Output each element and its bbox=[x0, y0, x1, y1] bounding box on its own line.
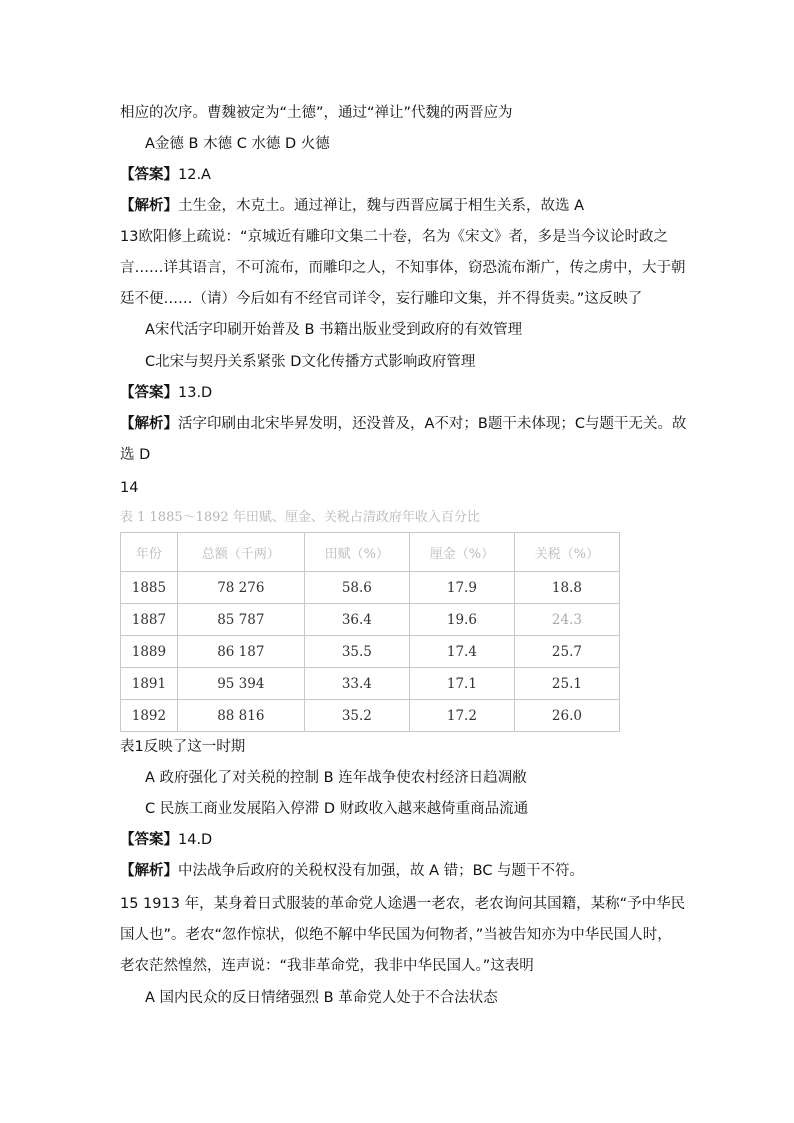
table-cell: 19.6 bbox=[409, 604, 514, 636]
table-cell: 1887 bbox=[121, 604, 178, 636]
table-cell: 1891 bbox=[121, 668, 178, 700]
q13-options-line-2: C北宋与契丹关系紧张 D文化传播方式影响政府管理 bbox=[145, 354, 476, 370]
table-cell: 25.1 bbox=[514, 668, 619, 700]
analysis-label: 【解析】 bbox=[120, 863, 178, 879]
q12-analysis bbox=[120, 196, 584, 216]
answer-label: 【答案】 bbox=[120, 167, 178, 183]
table-cell: 33.4 bbox=[304, 668, 409, 700]
table-row bbox=[121, 668, 620, 700]
table-cell: 88 816 bbox=[177, 700, 304, 732]
q12-stem-end: 相应的次序。曹魏被定为“土德”，通过“禅让”代魏的两晋应为 bbox=[120, 105, 513, 121]
q14-stem: 表1反映了这一时期 bbox=[120, 739, 246, 755]
q14-analysis bbox=[120, 861, 584, 881]
q14-number: 14 bbox=[120, 480, 139, 496]
table-cell: 1885 bbox=[121, 572, 178, 604]
q14-options-line-1: A 政府强化了对关税的控制 B 连年战争使农村经济日趋凋敝 bbox=[145, 770, 527, 786]
q13-stem-line-1: 13欧阳修上疏说：“京城近有雕印文集二十卷，名为《宋文》者，多是当今议论时政之 bbox=[120, 229, 668, 245]
header-cell: 田赋（%） bbox=[304, 533, 409, 572]
header-cell: 关税（%） bbox=[514, 533, 619, 572]
table-row bbox=[121, 636, 620, 668]
q15-options-line-1: A 国内民众的反日情绪强烈 B 革命党人处于不合法状态 bbox=[145, 990, 498, 1006]
answer-value: 14.D bbox=[178, 832, 213, 848]
table-cell: 26.0 bbox=[514, 700, 619, 732]
header-cell: 总额（千两） bbox=[177, 533, 304, 572]
q15-stem-line-3: 老农茫然惶然，连声说：“我非革命党，我非中华民国人。”这表明 bbox=[120, 958, 534, 974]
table-cell: 36.4 bbox=[304, 604, 409, 636]
header-cell: 年份 bbox=[121, 533, 178, 572]
table-cell: 17.9 bbox=[409, 572, 514, 604]
analysis-label: 【解析】 bbox=[120, 416, 178, 432]
table-cell: 25.7 bbox=[514, 636, 619, 668]
q13-stem-line-3: 廷不便……（请）今后如有不经官司详令，妄行雕印文集，并不得货卖。”这反映了 bbox=[120, 291, 643, 307]
answer-value: 12.A bbox=[178, 167, 211, 183]
table-cell: 1892 bbox=[121, 700, 178, 732]
q15-stem-line-2: 国人也”。老农“忽作惊状，似绝不解中华民国为何物者，”当被告知亦为中华民国人时， bbox=[120, 927, 672, 943]
table-row bbox=[121, 604, 620, 636]
q13-options-line-1: A宋代活字印刷开始普及 B 书籍出版业受到政府的有效管理 bbox=[145, 322, 523, 338]
table-cell: 86 187 bbox=[177, 636, 304, 668]
q13-answer bbox=[120, 383, 212, 403]
q12-options: A金德 B 木德 C 水德 D 火德 bbox=[145, 136, 330, 152]
q14-options-line-2: C 民族工商业发展陷入停滞 D 财政收入越来越倚重商品流通 bbox=[145, 801, 529, 817]
table-cell: 1889 bbox=[121, 636, 178, 668]
answer-value: 13.D bbox=[178, 385, 213, 401]
analysis-label: 【解析】 bbox=[120, 198, 178, 214]
q15-stem-line-1: 15 1913 年，某身着日式服装的革命党人途遇一老农，老农询问其国籍，某称“予中华民 bbox=[120, 896, 686, 912]
table-cell: 35.5 bbox=[304, 636, 409, 668]
table-cell: 35.2 bbox=[304, 700, 409, 732]
analysis-text: 中法战争后政府的关税权没有加强，故 A 错；BC 与题干不符。 bbox=[178, 863, 585, 879]
table-caption: 表 1 1885～1892 年田赋、厘金、关税占清政府年收入百分比 bbox=[120, 510, 480, 525]
table-cell: 85 787 bbox=[177, 604, 304, 636]
table-cell: 78 276 bbox=[177, 572, 304, 604]
table-cell: 24.3 bbox=[514, 604, 619, 636]
table-cell: 18.8 bbox=[514, 572, 619, 604]
q12-answer bbox=[120, 165, 211, 185]
analysis-text: 活字印刷由北宋毕昇发明，还没普及，A不对；B题干未体现；C与题干无关。故 bbox=[178, 416, 687, 432]
table-row bbox=[121, 572, 620, 604]
q13-analysis-line-2: 选 D bbox=[120, 447, 151, 463]
analysis-text: 土生金，木克土。通过禅让，魏与西晋应属于相生关系，故选 A bbox=[178, 198, 585, 214]
header-cell: 厘金（%） bbox=[409, 533, 514, 572]
answer-label: 【答案】 bbox=[120, 385, 178, 401]
q14-answer bbox=[120, 830, 212, 850]
table-cell: 17.4 bbox=[409, 636, 514, 668]
table-cell: 58.6 bbox=[304, 572, 409, 604]
q13-analysis-line-1 bbox=[120, 414, 687, 434]
table-row bbox=[121, 700, 620, 732]
answer-label: 【答案】 bbox=[120, 832, 178, 848]
table-cell: 17.2 bbox=[409, 700, 514, 732]
q13-stem-line-2: 言……详其语言，不可流布，而雕印之人，不知事体，窃恐流布渐广，传之虏中，大于朝 bbox=[120, 260, 686, 276]
table-cell: 17.1 bbox=[409, 668, 514, 700]
revenue-table bbox=[120, 532, 620, 732]
table-cell: 95 394 bbox=[177, 668, 304, 700]
table-header-row bbox=[121, 533, 620, 572]
